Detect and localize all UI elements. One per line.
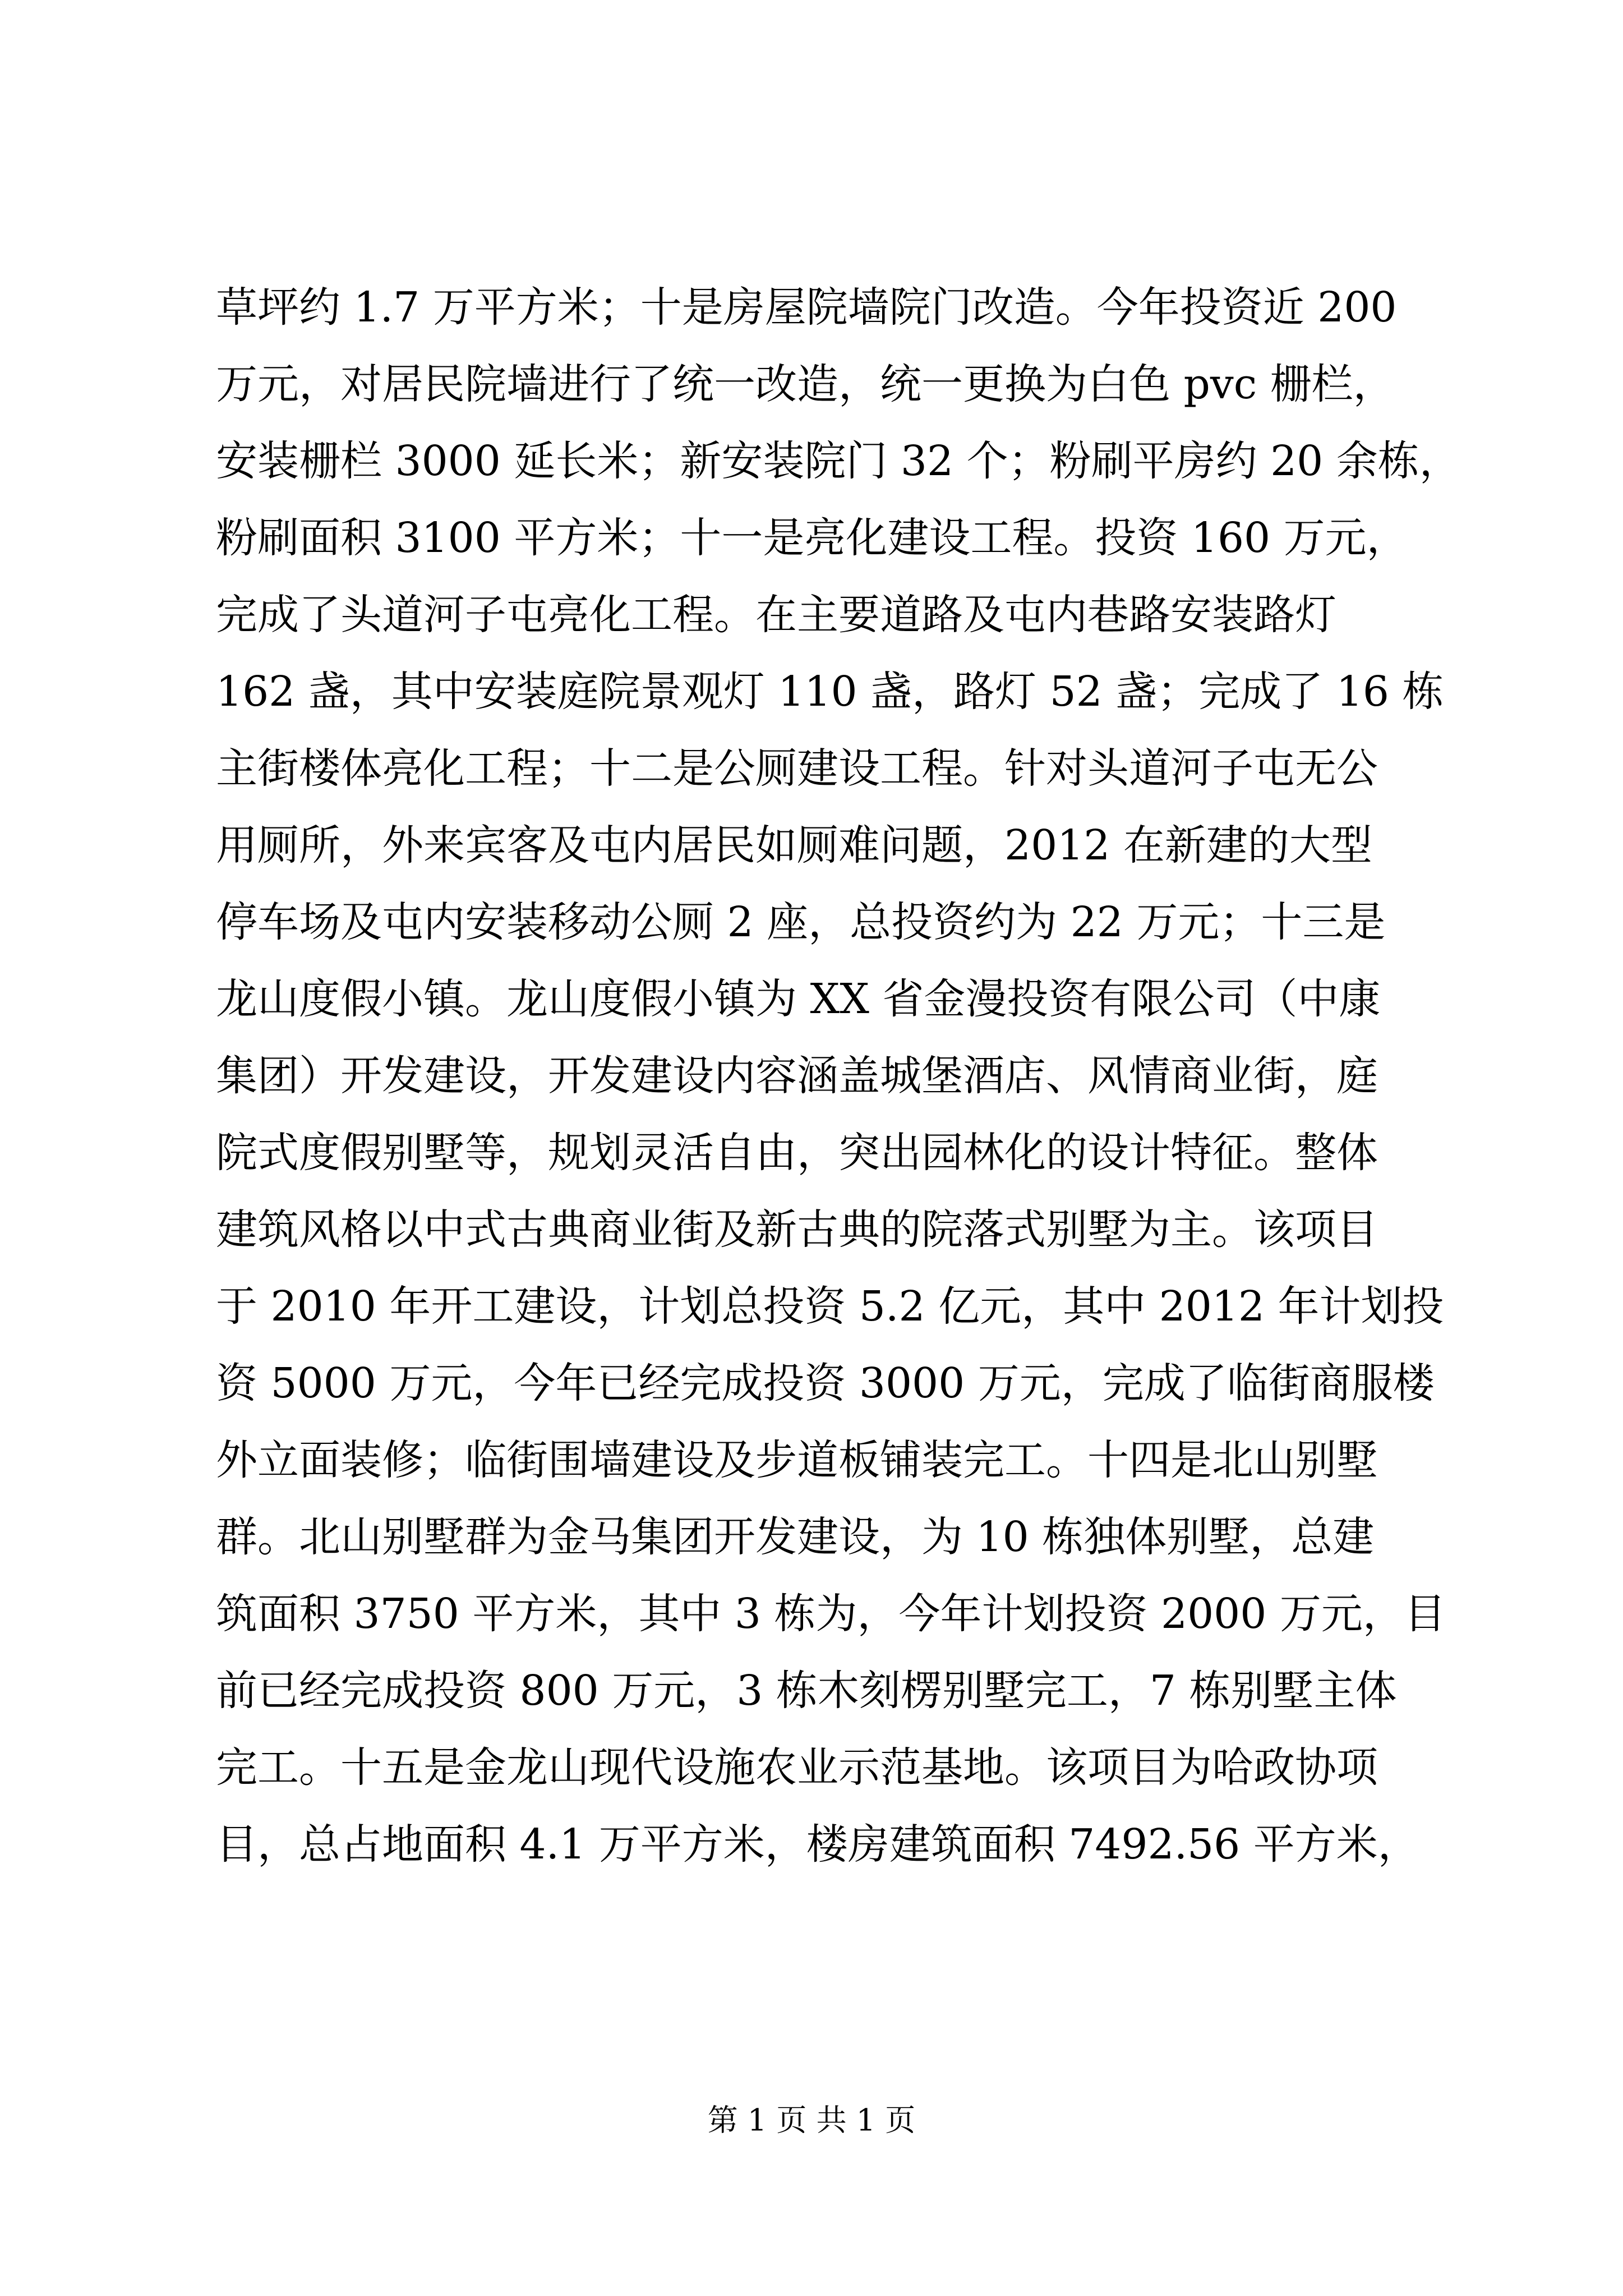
text-line: 安装栅栏 3000 延长米；新安装院门 32 个；粉刷平房约 20 余栋， <box>216 437 1461 485</box>
text-line: 停车场及屯内安装移动公厕 2 座，总投资约为 22 万元；十三是 <box>216 898 1386 946</box>
text-line: 完成了头道河子屯亮化工程。在主要道路及屯内巷路安装路灯 <box>216 591 1336 639</box>
text-line: 前已经完成投资 800 万元，3 栋木刻楞别墅完工，7 栋别墅主体 <box>216 1667 1397 1715</box>
text-line: 龙山度假小镇。龙山度假小镇为 XX 省金漫投资有限公司（中康 <box>216 975 1381 1023</box>
page-footer <box>0 2101 1623 2140</box>
text-line: 粉刷面积 3100 平方米；十一是亮化建设工程。投资 160 万元， <box>216 514 1408 562</box>
text-line: 资 5000 万元，今年已经完成投资 3000 万元，完成了临街商服楼 <box>216 1359 1435 1407</box>
text-line: 群。北山别墅群为金马集团开发建设，为 10 栋独体别墅，总建 <box>216 1513 1375 1561</box>
text-line: 用厕所，外来宾客及屯内居民如厕难问题，2012 在新建的大型 <box>216 821 1372 869</box>
text-line: 院式度假别墅等，规划灵活自由，突出园林化的设计特征。整体 <box>216 1129 1378 1177</box>
text-line: 162 盏，其中安装庭院景观灯 110 盏，路灯 52 盏；完成了 16 栋 <box>216 668 1444 716</box>
body-text <box>216 269 1461 1883</box>
text-line: 筑面积 3750 平方米，其中 3 栋为，今年计划投资 2000 万元，目 <box>216 1590 1446 1638</box>
text-line: 建筑风格以中式古典商业街及新古典的院落式别墅为主。该项目 <box>216 1205 1378 1254</box>
text-line: 草坪约 1.7 万平方米；十是房屋院墙院门改造。今年投资近 200 <box>216 283 1397 332</box>
page-number-label: 第 1 页 共 1 页 <box>707 2102 916 2138</box>
text-line: 万元，对居民院墙进行了统一改造，统一更换为白色 pvc 栅栏， <box>216 360 1395 408</box>
text-line: 主街楼体亮化工程；十二是公厕建设工程。针对头道河子屯无公 <box>216 744 1378 793</box>
text-line: 集团）开发建设，开发建设内容涵盖城堡酒店、风情商业街，庭 <box>216 1052 1378 1100</box>
text-line: 外立面装修；临街围墙建设及步道板铺装完工。十四是北山别墅 <box>216 1436 1378 1484</box>
text-line: 目，总占地面积 4.1 万平方米，楼房建筑面积 7492.56 平方米， <box>216 1820 1419 1869</box>
text-line: 完工。十五是金龙山现代设施农业示范基地。该项目为哈政协项 <box>216 1743 1378 1792</box>
text-line: 于 2010 年开工建设，计划总投资 5.2 亿元，其中 2012 年计划投 <box>216 1282 1444 1331</box>
